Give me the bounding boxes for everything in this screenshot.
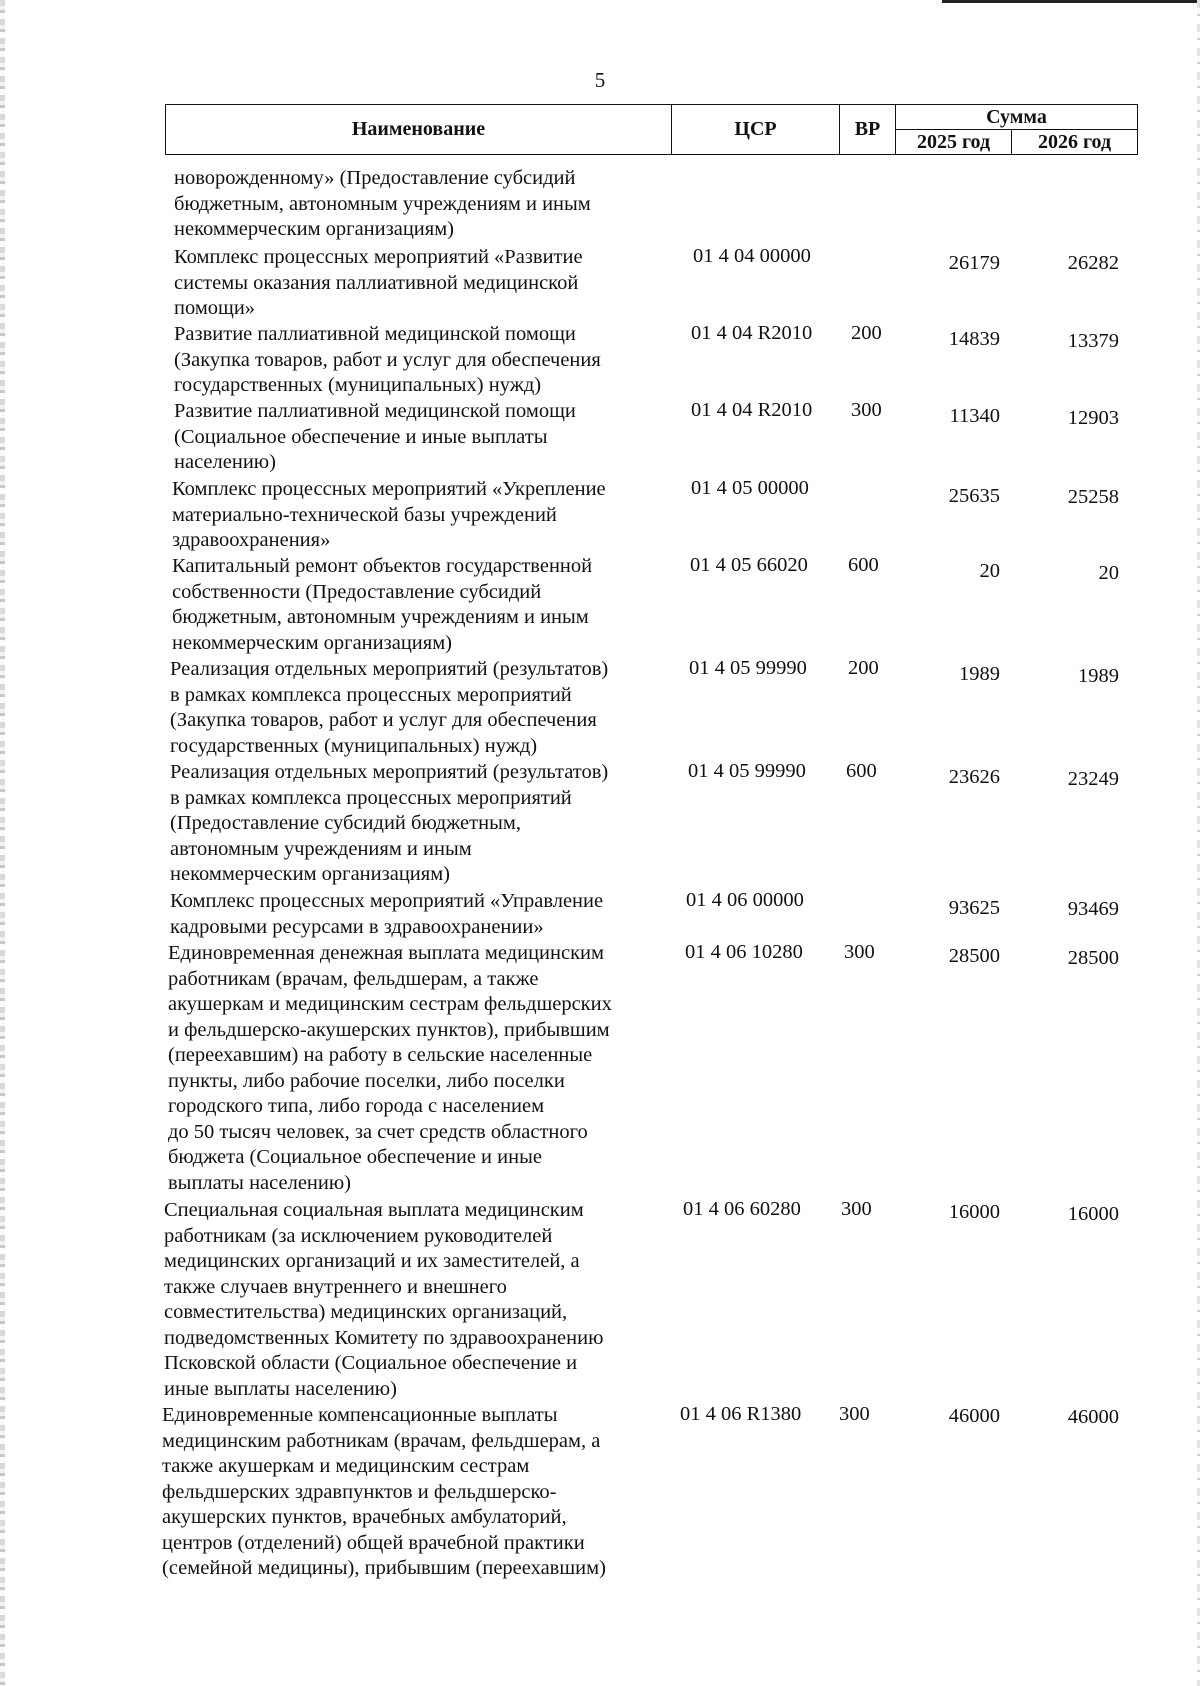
row-2025: 93625 <box>948 897 1000 919</box>
row-csr: 01 4 04 00000 <box>693 245 811 267</box>
row-2025: 1989 <box>959 663 1000 685</box>
row-csr: 01 4 05 66020 <box>690 554 808 576</box>
row-name: новорожденному» (Предоставление субсидий бюджетным, автономным учреждениям и иным некоммерческим организациям) <box>174 167 591 240</box>
row-csr: 01 4 05 99990 <box>689 657 807 679</box>
row-csr: 01 4 05 00000 <box>691 477 809 499</box>
table-header <box>165 104 1138 155</box>
row-name: Специальная социальная выплата медицинским работникам (за исключением руководителей медицинских организаций и их заместителей, а также случаев внутреннего и внешнего совместительства) медицинских организаций, подведомственных Комитету по здравоохранению Псковской области (Социальное обеспечение и иные выплаты населению) <box>164 1199 604 1400</box>
header-csr: ЦСР <box>672 105 840 155</box>
row-2025: 20 <box>979 560 1000 582</box>
row-name: Капитальный ремонт объектов государственной собственности (Предоставление субсидий бюджетным, автономным учреждениям и иным некоммерческим организациям) <box>172 555 593 654</box>
row-name: Реализация отдельных мероприятий (результатов) в рамках комплекса процессных мероприятий (Предоставление субсидий бюджетным, автономным учреждениям и иным некоммерческим организациям) <box>170 761 609 885</box>
scan-edge-left <box>0 0 5 1686</box>
row-vr: 300 <box>839 1403 870 1425</box>
row-2025: 16000 <box>948 1201 1000 1223</box>
row-2025: 26179 <box>948 252 1000 274</box>
row-vr: 300 <box>841 1198 872 1220</box>
row-name: Комплекс процессных мероприятий «Укрепление материально-технической базы учреждений здравоохранения» <box>172 478 606 551</box>
row-csr: 01 4 06 R1380 <box>680 1403 802 1425</box>
row-csr: 01 4 05 99990 <box>688 760 806 782</box>
row-2025: 23626 <box>948 766 1000 788</box>
row-csr: 01 4 04 R2010 <box>691 322 813 344</box>
row-vr: 600 <box>846 760 877 782</box>
row-2026: 23249 <box>1067 768 1119 790</box>
row-2026: 46000 <box>1067 1406 1119 1428</box>
header-year-2026: 2026 год <box>1012 130 1138 155</box>
row-2026: 1989 <box>1078 665 1119 687</box>
row-2025: 14839 <box>948 328 1000 350</box>
row-name: Развитие паллиативной медицинской помощи (Закупка товаров, работ и услуг для обеспечения государственных (муниципальных) нужд) <box>174 323 601 396</box>
row-2026: 12903 <box>1067 407 1119 429</box>
row-2026: 20 <box>1098 562 1119 584</box>
row-name: Комплекс процессных мероприятий «Развитие системы оказания паллиативной медицинской помощи» <box>174 246 583 319</box>
row-name: Единовременные компенсационные выплаты медицинским работникам (врачам, фельдшерам, а также акушеркам и медицинским сестрам фельдшерских здравпунктов и фельдшерско- акушерских пунктов, врачебных амбулаторий, центров (отделений) общей врачебной практики (семейной медицины), прибывшим (переехавшим) <box>162 1404 606 1579</box>
row-name: Единовременная денежная выплата медицинским работникам (врачам, фельдшерам, а также акушеркам и медицинским сестрам фельдшерских и фельдшерско-акушерских пунктов), прибывшим (переехавшим) на работу в сельские населенные пункты, либо рабочие поселки, либо поселки городского типа, либо города с населением до 50 тысяч человек, за счет средств областного бюджета (Социальное обеспечение и иные выплаты населению) <box>168 942 612 1194</box>
row-2025: 46000 <box>948 1405 1000 1427</box>
page-number: 5 <box>594 68 606 92</box>
row-vr: 300 <box>851 399 882 421</box>
header-sum: Сумма <box>896 105 1138 130</box>
row-name: Реализация отдельных мероприятий (результатов) в рамках комплекса процессных мероприятий (Закупка товаров, работ и услуг для обеспечения государственных (муниципальных) нужд) <box>170 658 609 757</box>
row-csr: 01 4 06 60280 <box>683 1198 801 1220</box>
row-vr: 200 <box>848 657 879 679</box>
row-csr: 01 4 06 00000 <box>686 889 804 911</box>
row-2026: 13379 <box>1067 330 1119 352</box>
row-2026: 28500 <box>1067 947 1119 969</box>
row-name: Комплекс процессных мероприятий «Управление кадровыми ресурсами в здравоохранении» <box>170 890 604 938</box>
row-2026: 25258 <box>1067 486 1119 508</box>
header-vr: ВР <box>840 105 896 155</box>
row-vr: 200 <box>851 322 882 344</box>
row-csr: 01 4 06 10280 <box>685 941 803 963</box>
row-vr: 600 <box>848 554 879 576</box>
row-2026: 93469 <box>1067 898 1119 920</box>
row-2025: 25635 <box>948 485 1000 507</box>
row-2026: 16000 <box>1067 1203 1119 1225</box>
header-name: Наименование <box>166 105 672 155</box>
row-vr: 300 <box>844 941 875 963</box>
row-name: Развитие паллиативной медицинской помощи (Социальное обеспечение и иные выплаты населению) <box>174 400 576 473</box>
row-2025: 28500 <box>948 945 1000 967</box>
row-2026: 26282 <box>1067 252 1119 274</box>
header-year-2025: 2025 год <box>896 130 1012 155</box>
scan-edge-top <box>942 0 1200 3</box>
row-csr: 01 4 04 R2010 <box>691 399 813 421</box>
row-2025: 11340 <box>949 405 1000 427</box>
